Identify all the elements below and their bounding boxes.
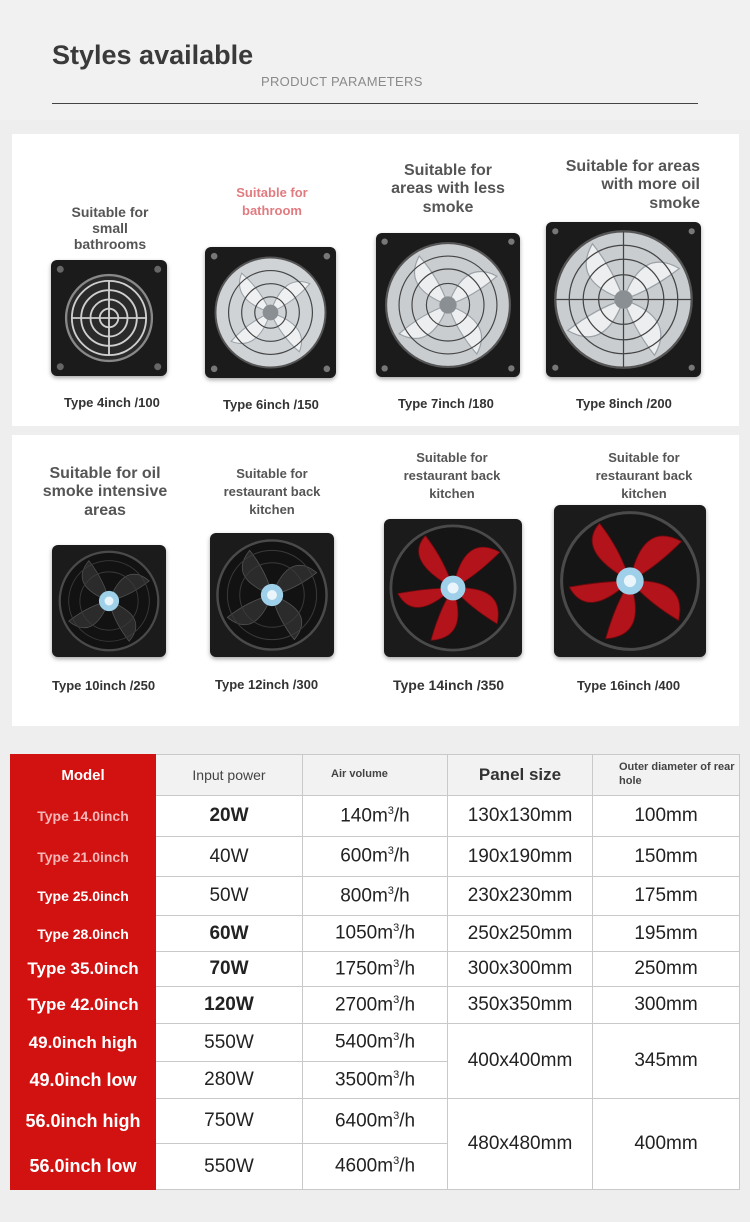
air-cell: $3500m^3/h$ (303, 1062, 448, 1099)
air-cell: $1750m^3/h$ (303, 952, 448, 987)
model-cell: Type 42.0inch (11, 987, 156, 1024)
table-row (11, 916, 740, 952)
product-caption: Suitable for restaurant back kitchen (403, 450, 501, 502)
product-type-label: Type 4inch /100 (64, 395, 160, 410)
panel-cell: 300x300mm (448, 952, 593, 987)
table-row (11, 1099, 740, 1144)
product-type-label: Type 8inch /200 (576, 396, 672, 411)
model-cell: Type 14.0inch (11, 796, 156, 837)
fan-image-less-smoke (376, 233, 520, 377)
panel-cell: 480x480mm (448, 1099, 593, 1190)
panel-cell: 400x400mm (448, 1024, 593, 1099)
air-cell: $600m^3/h$ (303, 837, 448, 877)
outer-cell: 300mm (593, 987, 740, 1024)
header-air-volume: Air volume (303, 755, 448, 796)
air-cell: $140m^3/h$ (303, 796, 448, 837)
product-type-label: Type 6inch /150 (223, 397, 319, 412)
product-caption: Suitable for restaurant back kitchen (223, 466, 321, 518)
model-cell: 49.0inch high (11, 1024, 156, 1062)
header-input-power: Input power (156, 755, 303, 796)
table-row (11, 1024, 740, 1062)
power-cell: 280W (156, 1062, 303, 1099)
power-cell: 550W (156, 1024, 303, 1062)
power-cell: 20W (156, 796, 303, 837)
panel-cell: 350x350mm (448, 987, 593, 1024)
table-row (11, 952, 740, 987)
product-type-label: Type 14inch /350 (393, 677, 505, 693)
product-caption: Suitable for restaurant back kitchen (595, 450, 693, 502)
table-row (11, 877, 740, 916)
air-cell: $1050m^3/h$ (303, 916, 448, 952)
page-subtitle: PRODUCT PARAMETERS (261, 74, 423, 89)
power-cell: 40W (156, 837, 303, 877)
outer-cell: 195mm (593, 916, 740, 952)
header-divider (52, 103, 698, 104)
outer-cell: 345mm (593, 1024, 740, 1099)
panel-cell: 230x230mm (448, 877, 593, 916)
table-row (11, 796, 740, 837)
product-type-label: Type 12inch /300 (215, 677, 319, 692)
outer-cell: 400mm (593, 1099, 740, 1190)
product-caption: Suitable for bathroom (236, 185, 308, 218)
power-cell: 50W (156, 877, 303, 916)
outer-cell: 250mm (593, 952, 740, 987)
model-cell: 56.0inch high (11, 1099, 156, 1144)
air-cell: $2700m^3/h$ (303, 987, 448, 1024)
outer-cell: 100mm (593, 796, 740, 837)
power-cell: 70W (156, 952, 303, 987)
outer-cell: 175mm (593, 877, 740, 916)
fan-image-restaurant-16 (554, 505, 706, 657)
table-header-row (11, 755, 740, 796)
product-caption: Suitable for areas with more oil smoke (565, 158, 700, 212)
page-title: Styles available (52, 40, 254, 70)
fan-image-restaurant-12 (210, 533, 334, 657)
model-cell: Type 28.0inch (11, 916, 156, 952)
page-header (0, 0, 750, 120)
fan-image-more-oil-smoke (546, 222, 701, 377)
panel-cell: 130x130mm (448, 796, 593, 837)
parameters-table (10, 754, 740, 1190)
fan-image-bathroom (205, 247, 336, 378)
air-cell: $5400m^3/h$ (303, 1024, 448, 1062)
fan-image-restaurant-14 (384, 519, 522, 657)
header-outer-diameter: Outer diameter of rear hole (593, 755, 740, 796)
product-caption: Suitable for small bathrooms (71, 204, 149, 253)
product-row-2 (12, 435, 739, 726)
header-panel-size: Panel size (448, 755, 593, 796)
fan-image-small-bathroom (51, 260, 167, 376)
model-cell: 56.0inch low (11, 1144, 156, 1190)
power-cell: 60W (156, 916, 303, 952)
table-row (11, 837, 740, 877)
product-caption: Suitable for oil smoke intensive areas (42, 465, 168, 519)
model-cell: Type 21.0inch (11, 837, 156, 877)
fan-image-oil-smoke-intensive (52, 545, 166, 657)
panel-cell: 250x250mm (448, 916, 593, 952)
product-type-label: Type 7inch /180 (398, 396, 494, 411)
power-cell: 750W (156, 1099, 303, 1144)
power-cell: 120W (156, 987, 303, 1024)
model-cell: Type 35.0inch (11, 952, 156, 987)
product-type-label: Type 10inch /250 (52, 678, 156, 693)
table-row (11, 987, 740, 1024)
air-cell: $6400m^3/h$ (303, 1099, 448, 1144)
model-cell: 49.0inch low (11, 1062, 156, 1099)
product-caption: Suitable for areas with less smoke (391, 162, 505, 216)
panel-cell: 190x190mm (448, 837, 593, 877)
product-row-1 (12, 134, 739, 426)
product-type-label: Type 16inch /400 (577, 678, 681, 693)
outer-cell: 150mm (593, 837, 740, 877)
power-cell: 550W (156, 1144, 303, 1190)
header-model: Model (11, 755, 156, 796)
model-cell: Type 25.0inch (11, 877, 156, 916)
air-cell: $800m^3/h$ (303, 877, 448, 916)
air-cell: $4600m^3/h$ (303, 1144, 448, 1190)
